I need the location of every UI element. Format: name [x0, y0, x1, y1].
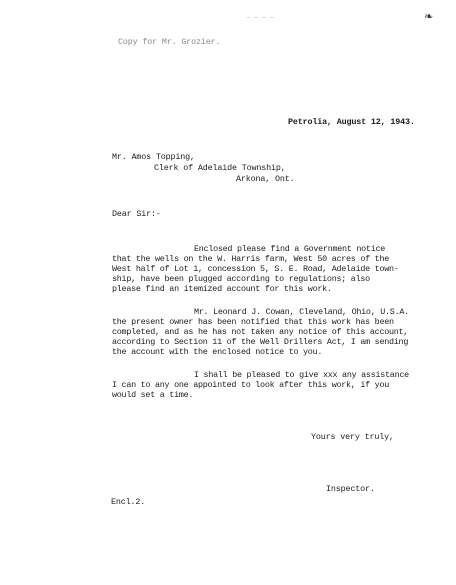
- enclosure-note: Encl.2.: [111, 497, 146, 507]
- paragraph-line: that the wells on the W. Harris farm, West 50 acres of the: [112, 254, 389, 264]
- recipient-address: Arkona, Ont.: [236, 174, 295, 184]
- paragraph-line: completed, and as he has not taken any notice of this account,: [112, 327, 409, 337]
- signature-title: Inspector.: [326, 484, 375, 494]
- salutation: Dear Sir:-: [112, 209, 161, 219]
- paragraph-line: the present owner has been notified that this work has been: [112, 317, 394, 327]
- paragraph-line: would set a time.: [112, 390, 194, 400]
- closing: Yours very truly,: [311, 432, 394, 442]
- paragraph-line: West half of Lot 1, concession 5, S. E. Road, Adelaide town-: [112, 264, 399, 274]
- paragraph-line: according to Section 11 of the Well Drillers Act, I am sending: [112, 337, 409, 347]
- paragraph-line: Mr. Leonard J. Cowan, Cleveland, Ohio, U.S.A.: [194, 307, 409, 317]
- handwritten-mark: ❧: [424, 10, 434, 23]
- paragraph-line: I can to any one appointed to look after this work, if you: [112, 380, 389, 390]
- recipient-title: Clerk of Adelaide Township,: [154, 163, 286, 173]
- faint-stamp: ~ ~ ~ ~: [246, 15, 275, 23]
- copy-note: Copy for Mr. Grozier.: [118, 37, 221, 47]
- paragraph-line: the account with the enclosed notice to you.: [112, 347, 323, 357]
- paragraph-line: Enclosed please find a Government notice: [194, 244, 386, 254]
- paragraph-line: I shall be pleased to give xxx any assistance: [194, 370, 409, 380]
- paragraph-line: ship, have been plugged according to regulations; also: [112, 274, 370, 284]
- paragraph-line: please find an itemized account for this work.: [112, 284, 332, 294]
- recipient-name: Mr. Amos Topping,: [112, 152, 195, 162]
- date-line: Petrolia, August 12, 1943.: [288, 117, 415, 127]
